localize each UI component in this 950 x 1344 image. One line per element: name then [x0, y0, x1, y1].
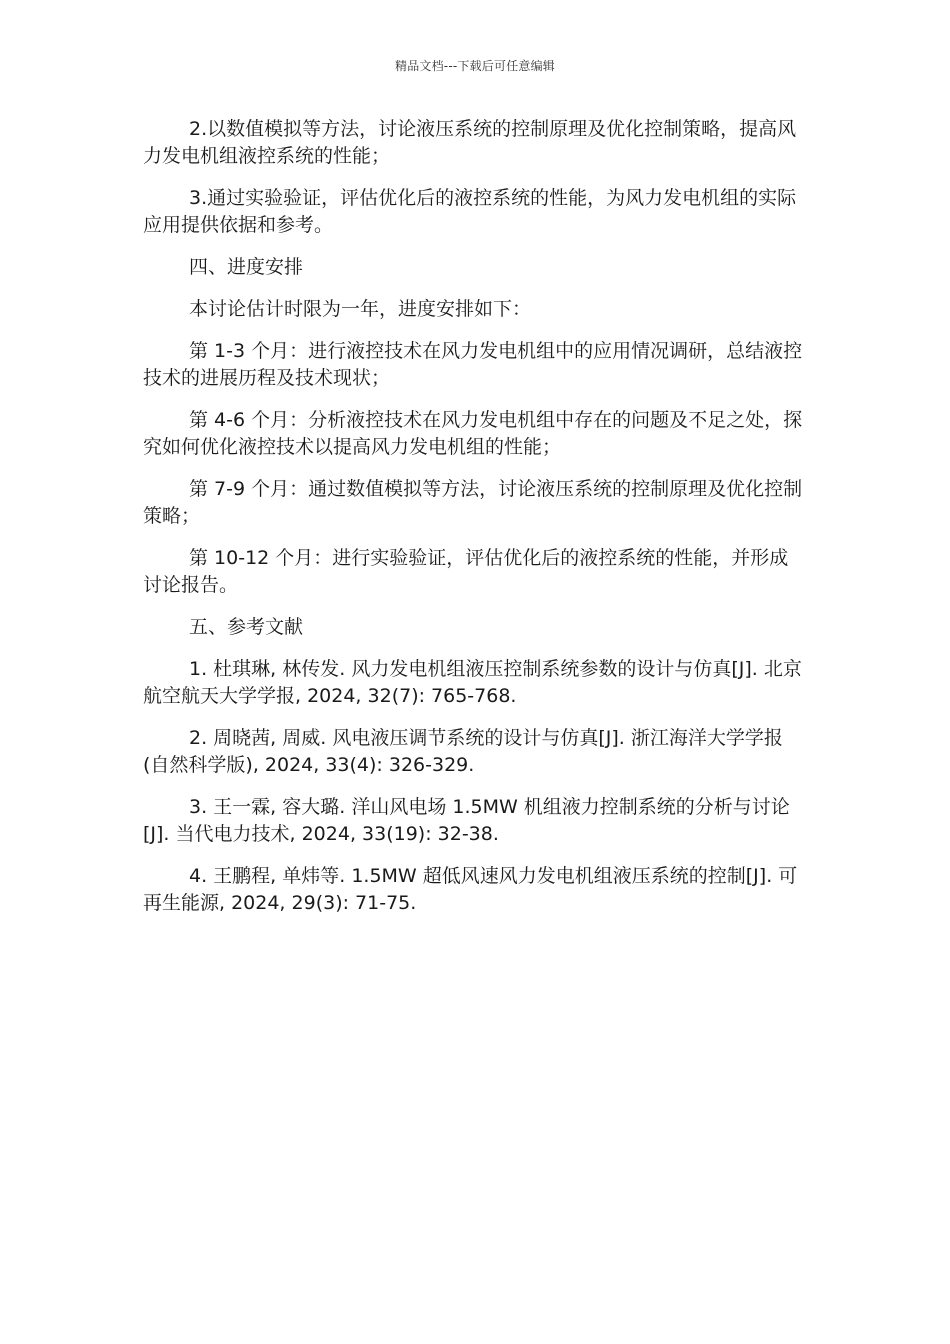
schedule-item: 第 7-9 个月：通过数值模拟等方法，讨论液压系统的控制原理及优化控制策略； — [143, 478, 803, 527]
reference-item: 1. 杜琪琳, 林传发. 风力发电机组液压控制系统参数的设计与仿真[J]. 北京航空航天大学学报, 2024, 32(7): 765-768. — [143, 658, 802, 707]
page-header: 精品文档---下载后可任意编辑 — [395, 59, 555, 73]
objective-item-3: 3.通过实验验证，评估优化后的液控系统的性能，为风力发电机组的实际应用提供依据和参考。 — [143, 187, 797, 236]
section-heading-references: 五、参考文献 — [189, 616, 304, 638]
reference-item: 2. 周晓茜, 周威. 风电液压调节系统的设计与仿真[J]. 浙江海洋大学学报(自然科学版), 2024, 33(4): 326-329. — [143, 727, 783, 776]
reference-item: 4. 王鹏程, 单炜等. 1.5MW 超低风速风力发电机组液压系统的控制[J]. 可再生能源, 2024, 29(3): 71-75. — [143, 865, 798, 914]
schedule-item: 第 4-6 个月：分析液控技术在风力发电机组中存在的问题及不足之处，探究如何优化液控技术以提高风力发电机组的性能； — [143, 409, 803, 458]
schedule-intro: 本讨论估计时限为一年，进度安排如下： — [189, 298, 532, 320]
schedule-item: 第 1-3 个月：进行液控技术在风力发电机组中的应用情况调研，总结液控技术的进展历程及技术现状； — [143, 340, 803, 389]
reference-item: 3. 王一霖, 容大璐. 洋山风电场 1.5MW 机组液力控制系统的分析与讨论[J]. 当代电力技术, 2024, 33(19): 32-38. — [143, 796, 790, 845]
schedule-item: 第 10-12 个月：进行实验验证，评估优化后的液控系统的性能，并形成讨论报告。 — [143, 547, 789, 596]
document-body — [143, 116, 803, 932]
section-heading-schedule: 四、进度安排 — [189, 256, 304, 278]
objective-item-2: 2.以数值模拟等方法，讨论液压系统的控制原理及优化控制策略，提高风力发电机组液控系统的性能； — [143, 118, 797, 167]
